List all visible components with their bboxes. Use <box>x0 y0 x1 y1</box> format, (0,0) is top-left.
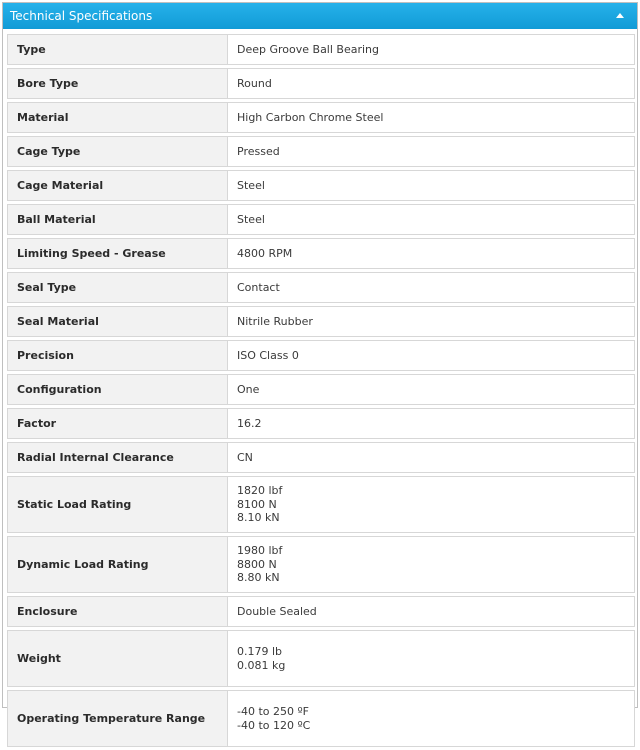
spec-label: Seal Material <box>7 306 227 337</box>
spec-value-line: 16.2 <box>237 416 262 430</box>
spec-label: Dynamic Load Rating <box>7 536 227 593</box>
table-row <box>7 630 635 687</box>
spec-label: Static Load Rating <box>7 476 227 533</box>
spec-value-line: ISO Class 0 <box>237 348 299 362</box>
spec-value <box>227 306 635 337</box>
spec-value <box>227 102 635 133</box>
table-row <box>7 374 635 405</box>
table-row <box>7 170 635 201</box>
spec-value-line: 8.10 kN <box>237 511 280 525</box>
table-row <box>7 204 635 235</box>
spec-label: Cage Type <box>7 136 227 167</box>
table-row <box>7 596 635 627</box>
spec-value <box>227 340 635 371</box>
spec-label: Operating Temperature Range <box>7 690 227 747</box>
spec-value-line: 8800 N <box>237 557 277 571</box>
spec-value-line: Deep Groove Ball Bearing <box>237 42 380 56</box>
spec-value-line: 0.081 kg <box>237 658 286 672</box>
spec-label: Bore Type <box>7 68 227 99</box>
spec-value <box>227 272 635 303</box>
spec-value-line: -40 to 120 ºC <box>237 718 311 732</box>
table-row <box>7 238 635 269</box>
spec-value <box>227 476 635 533</box>
spec-label: Factor <box>7 408 227 439</box>
spec-label: Radial Internal Clearance <box>7 442 227 473</box>
table-row <box>7 34 635 65</box>
spec-value-line: Pressed <box>237 144 280 158</box>
spec-label: Material <box>7 102 227 133</box>
table-row <box>7 408 635 439</box>
spec-value-line: CN <box>237 450 253 464</box>
spec-label: Ball Material <box>7 204 227 235</box>
spec-value <box>227 170 635 201</box>
spec-value <box>227 204 635 235</box>
panel-title: Technical Specifications <box>10 9 153 23</box>
spec-label: Seal Type <box>7 272 227 303</box>
spec-value-line: Steel <box>237 212 265 226</box>
spec-label: Weight <box>7 630 227 687</box>
spec-value-line: 0.179 lb <box>237 645 283 658</box>
spec-value-line: One <box>237 382 260 396</box>
spec-label: Cage Material <box>7 170 227 201</box>
spec-value <box>227 596 635 627</box>
spec-label: Configuration <box>7 374 227 405</box>
table-row <box>7 690 635 747</box>
spec-label: Type <box>7 34 227 65</box>
table-row <box>7 536 635 593</box>
table-row <box>7 68 635 99</box>
spec-value-line: Round <box>237 76 272 90</box>
spec-value-line: 8100 N <box>237 497 277 511</box>
table-row <box>7 340 635 371</box>
table-row <box>7 442 635 473</box>
spec-table <box>7 31 635 750</box>
spec-value <box>227 630 635 687</box>
spec-value <box>227 442 635 473</box>
collapse-button[interactable] <box>615 3 627 29</box>
spec-value <box>227 238 635 269</box>
technical-specifications-panel <box>2 2 638 732</box>
table-row <box>7 476 635 533</box>
table-row <box>7 272 635 303</box>
spec-label: Precision <box>7 340 227 371</box>
table-row <box>7 102 635 133</box>
spec-value <box>227 690 635 747</box>
spec-value <box>227 68 635 99</box>
spec-value-line: 1820 lbf <box>237 484 283 498</box>
spec-value-line: High Carbon Chrome Steel <box>237 110 384 124</box>
spec-value-line: 4800 RPM <box>237 246 293 260</box>
spec-value <box>227 374 635 405</box>
spec-value-line: Contact <box>237 280 280 294</box>
spec-value <box>227 34 635 65</box>
spec-value <box>227 408 635 439</box>
panel-header <box>3 3 637 29</box>
spec-value-line: 1980 lbf <box>237 544 283 558</box>
spec-label: Limiting Speed - Grease <box>7 238 227 269</box>
table-row <box>7 306 635 337</box>
spec-value-line: Double Sealed <box>237 604 317 618</box>
spec-value <box>227 136 635 167</box>
table-row <box>7 136 635 167</box>
spec-value-line: -40 to 250 ºF <box>237 705 310 718</box>
spec-value <box>227 536 635 593</box>
spec-value-line: Nitrile Rubber <box>237 314 313 328</box>
spec-value-line: 8.80 kN <box>237 571 280 585</box>
chevron-up-icon <box>616 13 624 18</box>
spec-label: Enclosure <box>7 596 227 627</box>
spec-value-line: Steel <box>237 178 265 192</box>
